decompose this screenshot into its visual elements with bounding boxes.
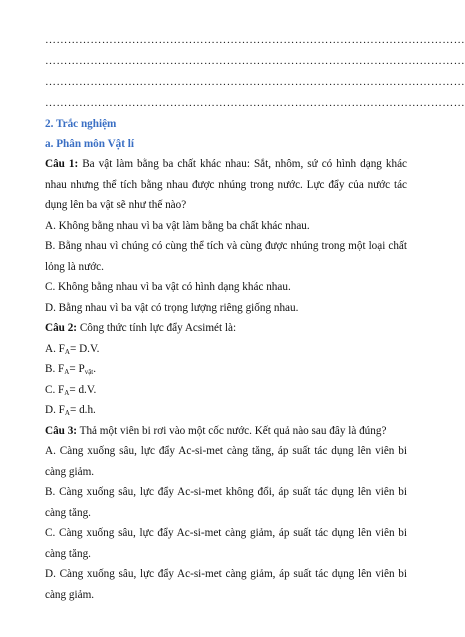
q2-option-d xyxy=(45,400,407,421)
question-label: Câu 2: xyxy=(45,322,78,334)
subscript-a: A xyxy=(64,368,70,376)
section-heading: 2. Trắc nghiệm xyxy=(45,118,117,130)
option-prefix: C. F xyxy=(45,383,65,396)
option-formula: = P xyxy=(69,363,85,375)
option-prefix: A. F xyxy=(45,342,65,355)
q3-option-b: B. Càng xuống sâu, lực đẩy Ac-si-met không đổi, áp suất tác dụng lên viên bi càng tăng. xyxy=(45,486,407,519)
question-text: Ba vật làm bằng ba chất khác nhau: Sắt, nhôm, sứ có hình dạng khác nhau nhưng thể tích bằng nhau được nhúng trong nước. Lực đẩy của nước tác dụng lên ba vật sẽ như thế nào? xyxy=(45,158,408,211)
question-3 xyxy=(45,421,407,442)
question-2 xyxy=(45,318,407,339)
q1-option-d: D. Bằng nhau vì ba vật có trọng lượng riêng giống nhau. xyxy=(45,301,299,314)
option-prefix: B. F xyxy=(45,363,65,375)
q1-option-c: C. Không bằng nhau vì ba vật có hình dạng khác nhau. xyxy=(45,281,291,293)
q2-option-b xyxy=(45,359,407,380)
subscript-vat: vật xyxy=(84,368,94,376)
question-label: Câu 3: xyxy=(45,424,78,437)
option-prefix: D. F xyxy=(45,404,65,416)
q1-option-b: B. Bằng nhau vì chúng có cùng thể tích và cùng được nhúng trong một loại chất lỏng là nước. xyxy=(45,240,407,273)
subsection-heading: a. Phân môn Vật lí xyxy=(45,138,134,150)
question-label: Câu 1: xyxy=(45,158,79,170)
answer-line: ………………………………………………………………………………………………… xyxy=(45,76,465,88)
answer-line: ………………………………………………………………………………………………… xyxy=(45,97,465,109)
q3-option-d: D. Càng xuống sâu, lực đẩy Ac-si-met càng giảm, áp suất tác dụng lên viên bi càng giảm. xyxy=(45,568,407,601)
question-text: Thả một viên bi rơi vào một cốc nước. Kết quả nào sau đây là đúng? xyxy=(77,424,387,437)
document-page xyxy=(45,30,465,605)
option-formula: = d.h. xyxy=(69,404,96,416)
subscript-a: A xyxy=(64,409,70,417)
q3-option-c: C. Càng xuống sâu, lực đẩy Ac-si-met càng giảm, áp suất tác dụng lên viên bi càng tăng. xyxy=(45,527,407,560)
option-formula: = D.V. xyxy=(69,342,100,355)
answer-line: ………………………………………………………………………………………………… xyxy=(45,34,465,46)
option-formula: = d.V. xyxy=(69,383,97,396)
subscript-a: A xyxy=(64,347,70,356)
q1-option-a: A. Không bằng nhau vì ba vật làm bằng ba chất khác nhau. xyxy=(45,219,310,232)
q2-option-a xyxy=(45,339,407,360)
subscript-a: A xyxy=(64,388,70,397)
answer-line: ………………………………………………………………………………………………… xyxy=(45,55,465,67)
question-1 xyxy=(45,154,407,216)
option-tail: . xyxy=(93,363,97,375)
q2-option-c xyxy=(45,380,407,401)
q3-option-a: A. Càng xuống sâu, lực đẩy Ac-si-met càng tăng, áp suất tác dụng lên viên bi càng giảm. xyxy=(45,445,407,478)
question-text: Công thức tính lực đẩy Acsimét là: xyxy=(77,322,237,334)
